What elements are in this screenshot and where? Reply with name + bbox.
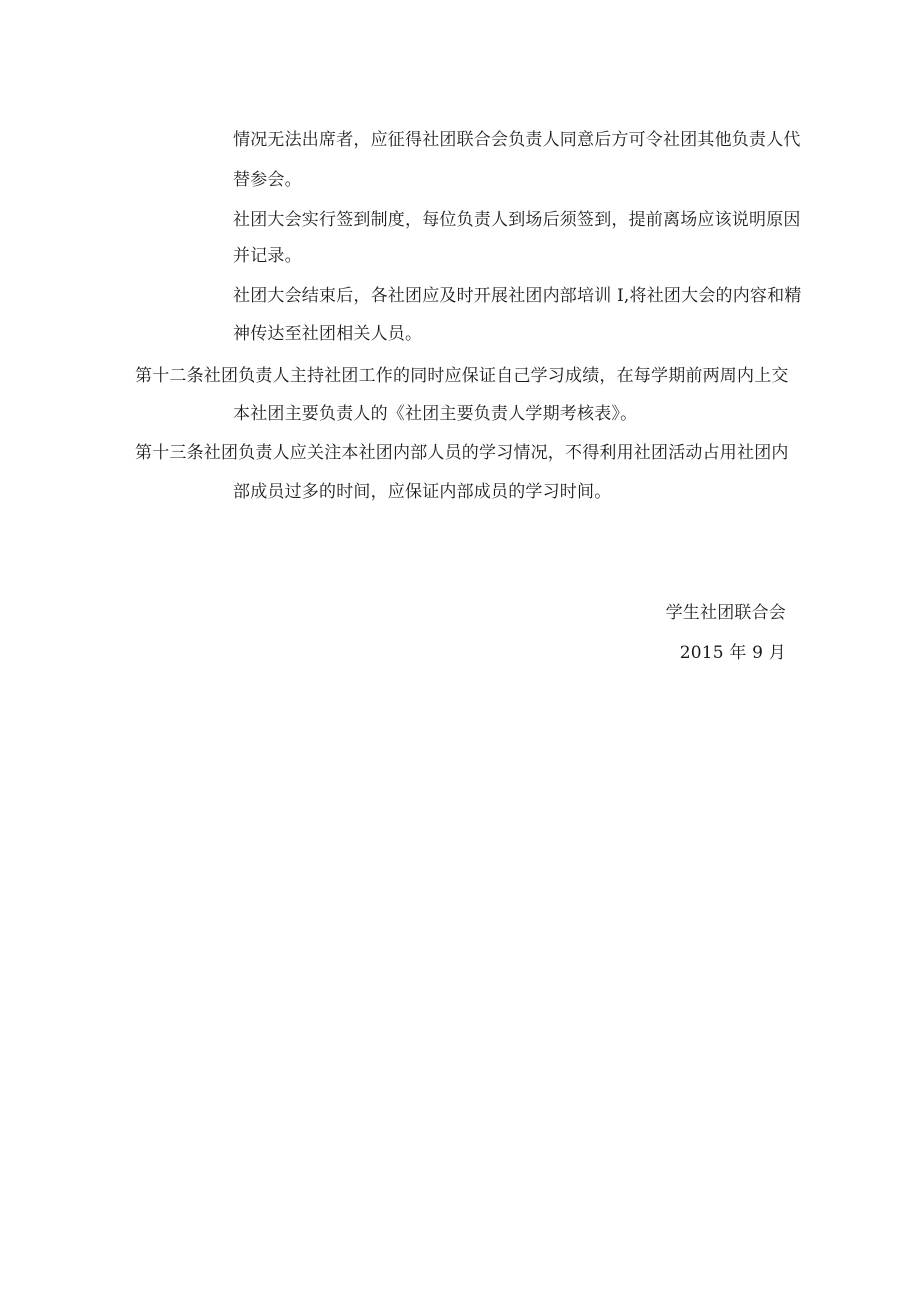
signature-date: 2015 年 9 月 <box>679 643 786 663</box>
paragraph-1-line-1: 情况无法出席者，应征得社团联合会负责人同意后方可令社团其他负责人代 <box>233 130 801 150</box>
paragraph-3-line-1: 社团大会结束后，各社团应及时开展社团内部培训 I,将社团大会的内容和精 <box>233 286 802 306</box>
paragraph-2-line-1: 社团大会实行签到制度，每位负责人到场后须签到，提前离场应该说明原因 <box>233 210 801 230</box>
article-12-line-2: 本社团主要负责人的《社团主要负责人学期考核表》。 <box>233 404 638 424</box>
paragraph-2-line-2: 并记录。 <box>233 246 302 266</box>
article-13-line-2: 部成员过多的时间，应保证内部成员的学习时间。 <box>233 482 612 502</box>
signature-organization: 学生社团联合会 <box>665 603 786 623</box>
article-12-line-1: 第十二条社团负责人主持社团工作的同时应保证自己学习成绩，在每学期前两周内上交 <box>135 366 789 386</box>
paragraph-1-line-2: 替参会。 <box>233 170 302 190</box>
article-13-line-1: 第十三条社团负责人应关注本社团内部人员的学习情况，不得利用社团活动占用社团内 <box>135 443 789 463</box>
paragraph-3-line-2: 神传达至社团相关人员。 <box>233 324 423 344</box>
